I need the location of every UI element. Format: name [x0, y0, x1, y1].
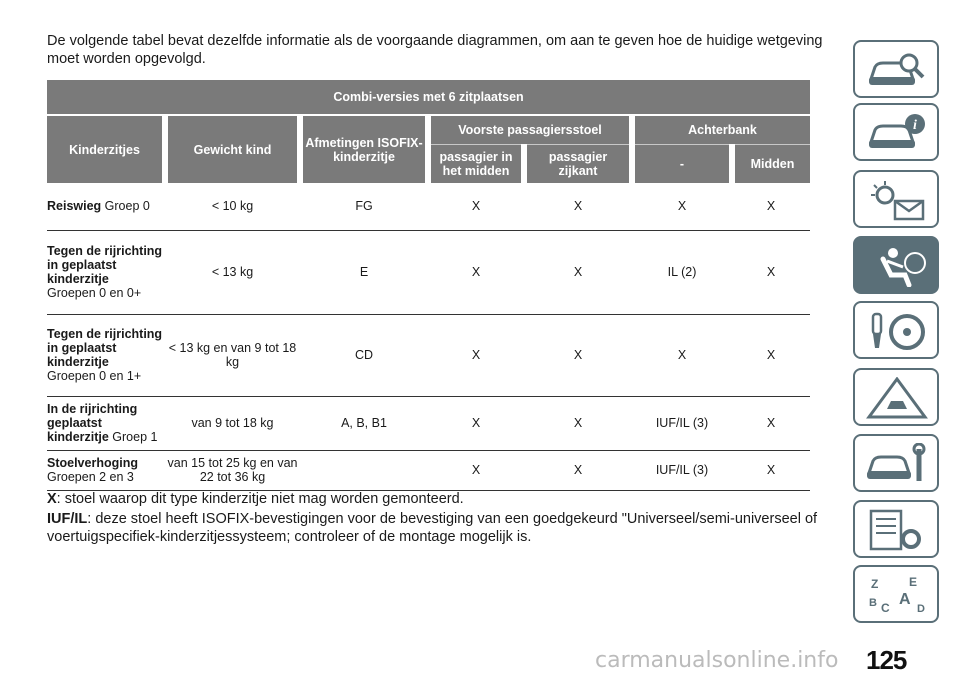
header-midden-front: passagier in het midden — [428, 145, 524, 184]
cell-midden: X — [732, 230, 810, 314]
intro-paragraph: De volgende tabel bevat dezelfde informatie als de voorgaande diagrammen, om aan te geven hoe de huidige wetgeving moet worden opgevolgd. — [47, 33, 823, 67]
list-settings-icon — [865, 509, 929, 551]
cell-midden-front: X — [428, 183, 524, 230]
table-row — [47, 183, 810, 230]
cell-zijkant: X — [524, 450, 632, 490]
cell-midden-front: X — [428, 314, 524, 396]
cell-midden: X — [732, 314, 810, 396]
header-dash: - — [632, 145, 732, 184]
chapter-tab-technical-data[interactable] — [853, 500, 939, 558]
cell-zijkant: X — [524, 396, 632, 450]
cell-dash: X — [632, 314, 732, 396]
svg-text:Z: Z — [871, 577, 879, 591]
alphabet-index-icon — [865, 574, 929, 616]
svg-text:C: C — [881, 601, 890, 615]
chapter-tab-emergency[interactable] — [853, 368, 939, 426]
table-row — [47, 314, 810, 396]
cell-dash: X — [632, 183, 732, 230]
page-number: 125 — [866, 645, 907, 675]
chapter-tab-index[interactable] — [853, 565, 939, 623]
cell-zijkant: X — [524, 230, 632, 314]
cell-dash: IUF/IL (3) — [632, 396, 732, 450]
cell-midden-front: X — [428, 396, 524, 450]
row-category: Stoelverhoging Groepen 2 en 3 — [47, 450, 165, 490]
table-title: Combi-versies met 6 zitplaatsen — [47, 80, 810, 115]
chapter-tab-starting-driving[interactable] — [853, 301, 939, 359]
note-iuf: IUF/IL: deze stoel heeft ISOFIX-bevestigingen voor de bevestiging van een goedgekeurd "Universeel/semi-universeel of voertuigspecifiek-kinderzitjessysteem; controleer of de montage mogelijk is. — [47, 511, 818, 545]
row-category: Tegen de rijrichting in geplaatst kinderzitje Groepen 0 en 1+ — [47, 314, 165, 396]
child-seat-table — [47, 80, 810, 491]
cell-midden: X — [732, 396, 810, 450]
chapter-tab-maintenance[interactable] — [853, 434, 939, 492]
cell-midden: X — [732, 450, 810, 490]
cell-dash: IUF/IL (3) — [632, 450, 732, 490]
row-weight: < 13 kg en van 9 tot 18 kg — [165, 314, 300, 396]
note-x: X: stoel waarop dit type kinderzitje niet mag worden gemonteerd. — [47, 491, 464, 507]
car-search-icon — [865, 49, 929, 91]
light-message-icon — [865, 179, 929, 221]
cell-midden: X — [732, 183, 810, 230]
svg-text:A: A — [899, 591, 911, 608]
row-weight: van 9 tot 18 kg — [165, 396, 300, 450]
row-category: Reiswieg Groep 0 — [47, 183, 165, 230]
key-steering-icon — [865, 310, 929, 352]
cell-zijkant: X — [524, 183, 632, 230]
car-info-icon — [865, 112, 929, 154]
header-afmetingen: Afmetingen ISOFIX-kinderzitje — [300, 115, 428, 183]
cell-zijkant: X — [524, 314, 632, 396]
row-weight: van 15 tot 25 kg en van 22 tot 36 kg — [165, 450, 300, 490]
row-weight: < 10 kg — [165, 183, 300, 230]
table-row — [47, 230, 810, 314]
row-dimensions: A, B, B1 — [300, 396, 428, 450]
row-dimensions: E — [300, 230, 428, 314]
chapter-tab-safety[interactable] — [853, 236, 939, 294]
svg-text:i: i — [913, 118, 917, 133]
header-zijkant: passagier zijkant — [524, 145, 632, 184]
header-kinderzitjes: Kinderzitjes — [47, 115, 165, 183]
warning-car-icon — [865, 377, 929, 419]
chapter-tab-car-search[interactable] — [853, 40, 939, 98]
cell-midden-front: X — [428, 230, 524, 314]
row-weight: < 13 kg — [165, 230, 300, 314]
header-gewicht: Gewicht kind — [165, 115, 300, 183]
row-dimensions — [300, 450, 428, 490]
header-midden: Midden — [732, 145, 810, 184]
row-dimensions: FG — [300, 183, 428, 230]
header-achterbank: Achterbank — [632, 115, 810, 145]
watermark: carmanualsonline.info — [595, 648, 839, 673]
row-category: Tegen de rijrichting in geplaatst kinderzitje Groepen 0 en 0+ — [47, 230, 165, 314]
table-row — [47, 396, 810, 450]
chapter-tab-car-info[interactable] — [853, 103, 939, 161]
cell-dash: IL (2) — [632, 230, 732, 314]
row-category: In de rijrichting geplaatst kinderzitje Groep 1 — [47, 396, 165, 450]
table-row — [47, 450, 810, 490]
header-voorste: Voorste passagiersstoel — [428, 115, 632, 145]
chapter-tab-lights-messages[interactable] — [853, 170, 939, 228]
svg-text:E: E — [909, 575, 918, 589]
car-wrench-icon — [865, 443, 929, 485]
row-dimensions: CD — [300, 314, 428, 396]
cell-midden-front: X — [428, 450, 524, 490]
svg-text:B: B — [869, 597, 877, 609]
airbag-seat-icon — [865, 245, 929, 287]
svg-text:D: D — [917, 603, 925, 615]
